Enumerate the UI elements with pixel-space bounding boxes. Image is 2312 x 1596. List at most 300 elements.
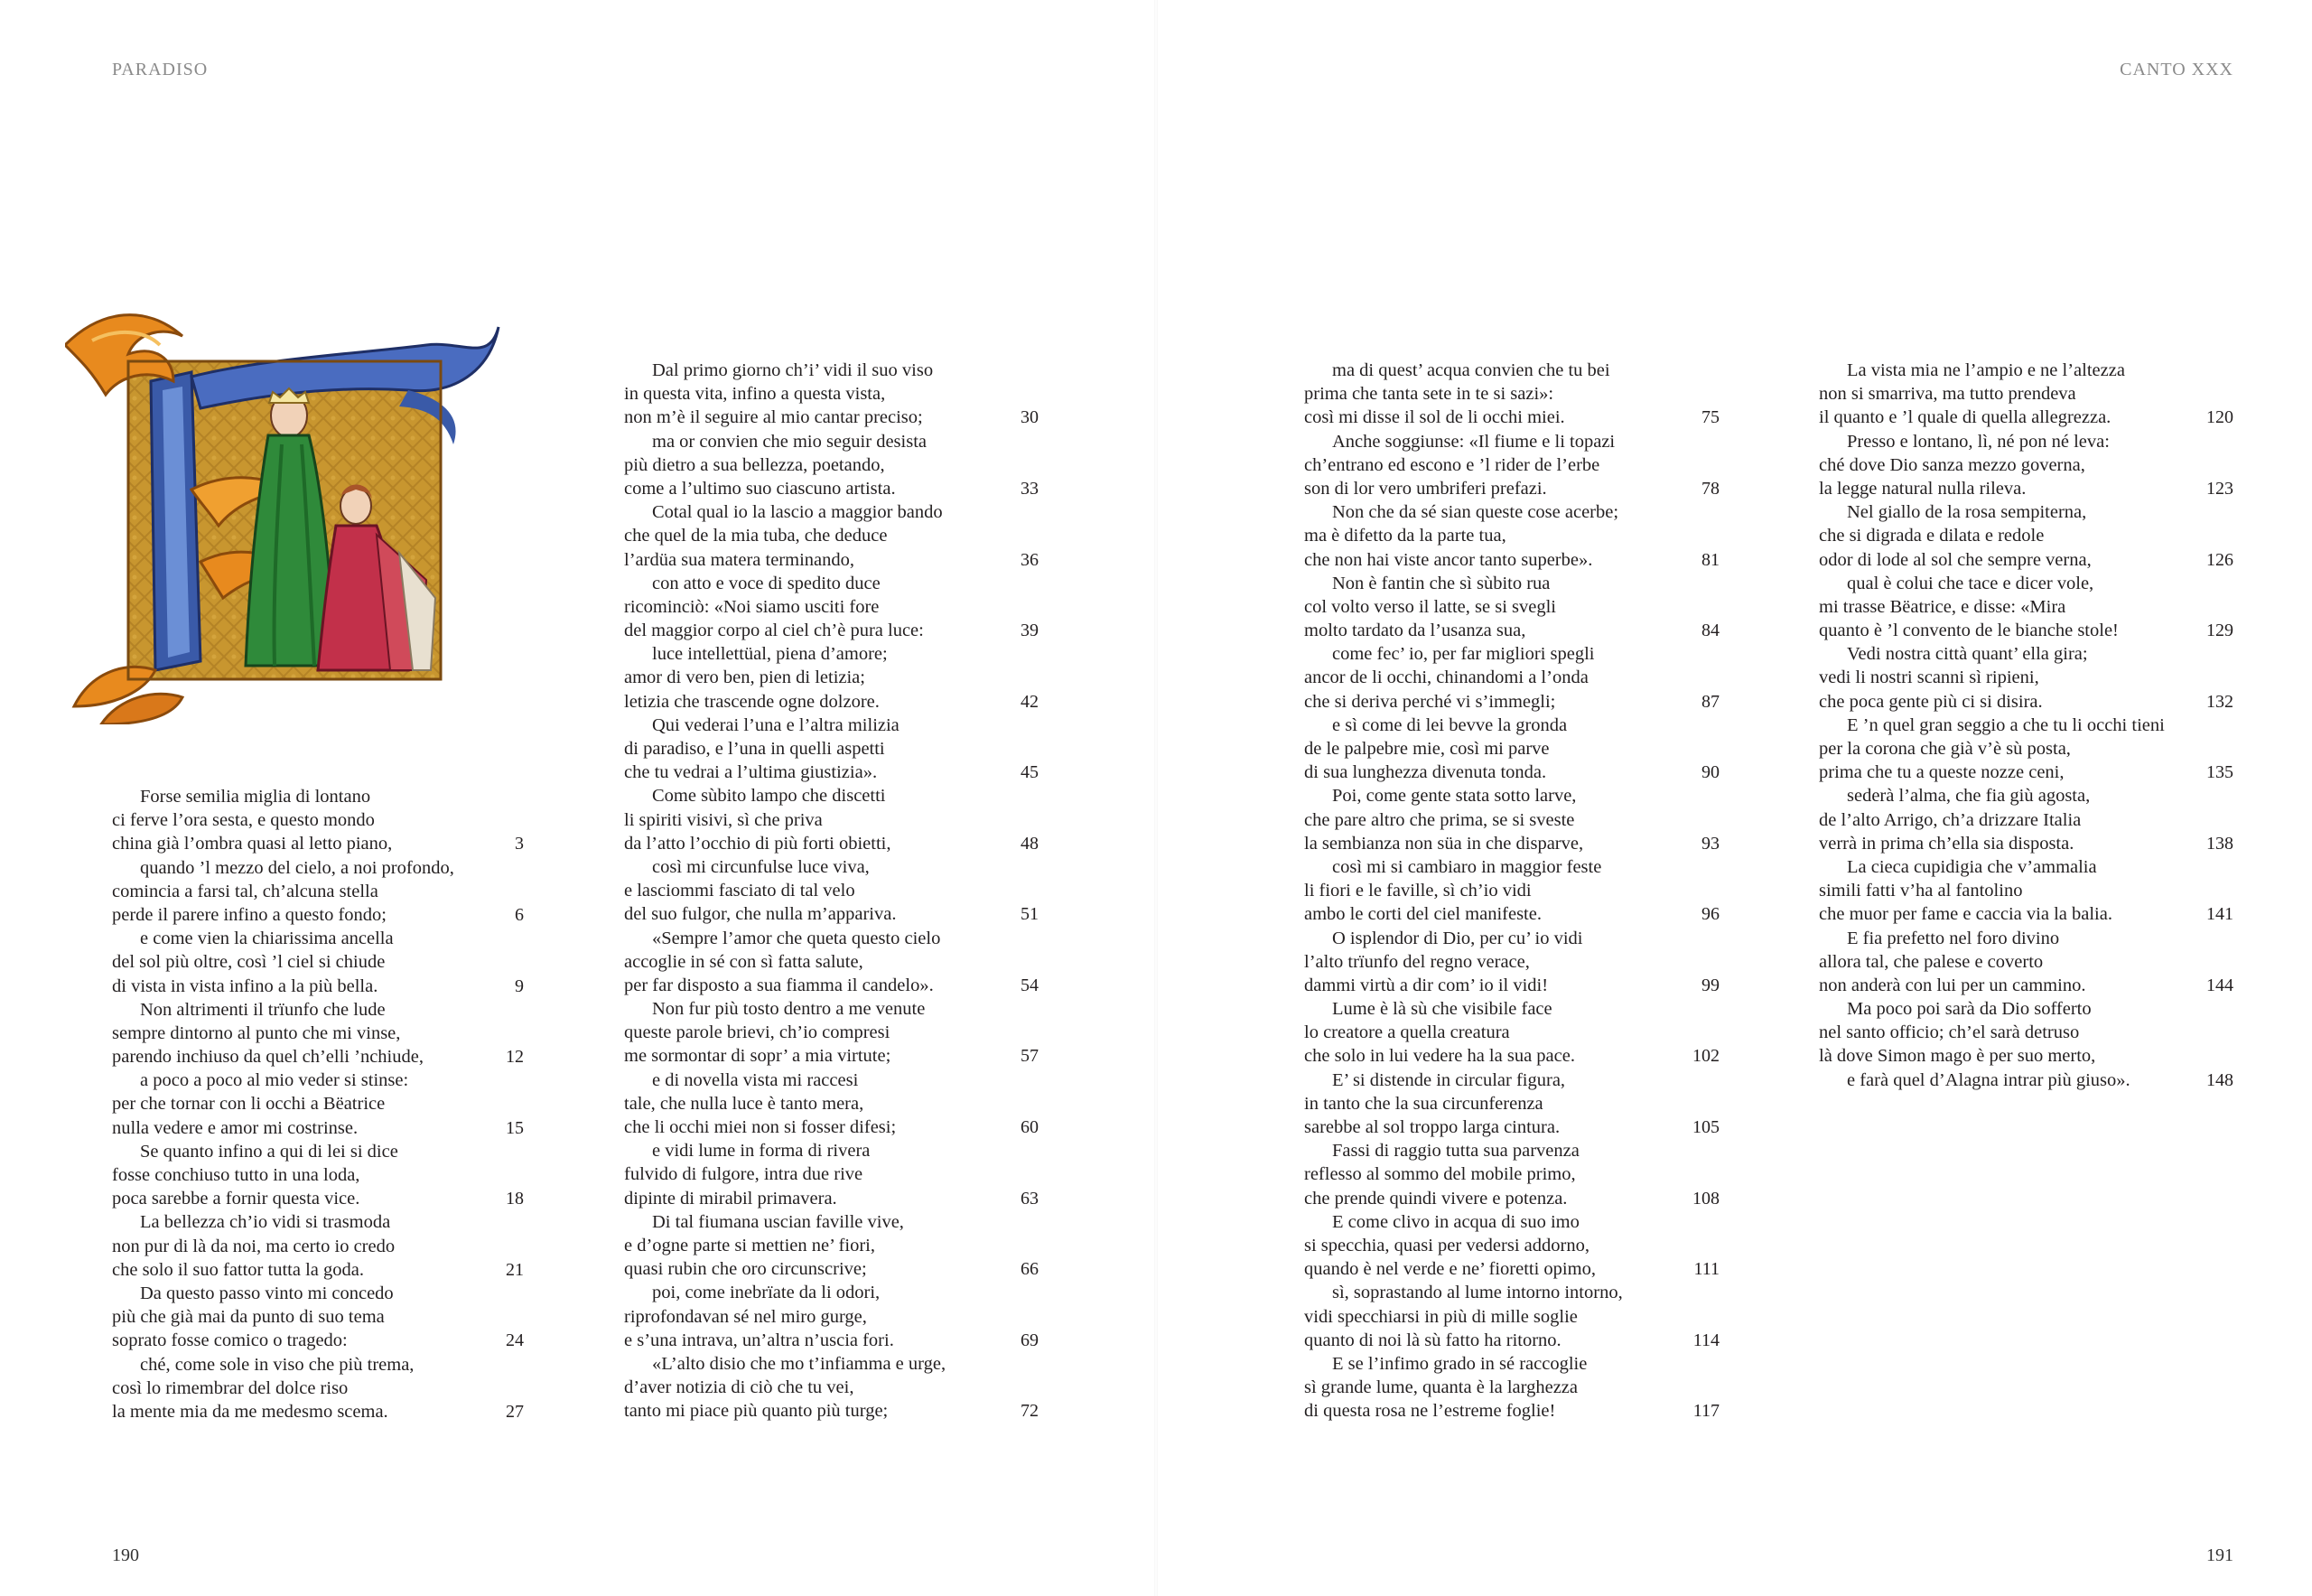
verse-text: Da questo passo vinto mi concedo <box>140 1283 394 1303</box>
verse-text: che tu vedrai a l’ultima giustizia». <box>624 762 878 783</box>
verse-text: prima che tanta sete in te si sazi»: <box>1304 384 1554 405</box>
verse-line <box>1819 382 2233 406</box>
verse-line <box>112 950 524 974</box>
verse-text: ma or convien che mio seguir desista <box>652 431 927 452</box>
verse-text: tanto mi piace più quanto più turge; <box>624 1401 889 1422</box>
line-number: 72 <box>1021 1401 1039 1422</box>
verse-text: mi trasse Bëatrice, e disse: «Mira <box>1819 596 2066 617</box>
verse-line <box>112 856 524 880</box>
verse-text: quando è nel verde e ne’ fioretti opimo, <box>1304 1259 1596 1280</box>
verse-line <box>624 1234 1039 1257</box>
verse-text: odor di lode al sol che sempre verna, <box>1819 549 2092 570</box>
verse-text: come a l’ultimo suo ciascuno artista. <box>624 478 896 499</box>
line-number: 63 <box>1021 1188 1039 1209</box>
verse-line <box>624 950 1039 974</box>
line-number: 81 <box>1701 549 1720 570</box>
verse-line <box>1304 902 1720 926</box>
line-number: 48 <box>1021 833 1039 854</box>
verse-text: di paradiso, e l’una in quelli aspetti <box>624 739 885 759</box>
line-number: 144 <box>2206 975 2233 995</box>
verse-text: vidi specchiarsi in più di mille soglie <box>1304 1306 1578 1327</box>
verse-line <box>112 785 524 808</box>
verse-line <box>624 808 1039 832</box>
verse-text: dipinte di mirabil primavera. <box>624 1188 837 1209</box>
verse-line <box>1304 1399 1720 1423</box>
verse-line <box>1304 359 1720 382</box>
verse-text: allora tal, che palese e coverto <box>1819 951 2044 972</box>
verse-text: reflesso al sommo del mobile primo, <box>1304 1164 1576 1185</box>
verse-line <box>624 1092 1039 1115</box>
verse-text: la sembianza non süa in che disparve, <box>1304 833 1584 854</box>
verse-text: Vedi nostra città quant’ ella gira; <box>1847 644 2088 665</box>
verse-line <box>112 1045 524 1069</box>
verse-line <box>1819 997 2233 1021</box>
verse-line <box>1819 832 2233 855</box>
verse-text: la legge natural nulla rileva. <box>1819 478 2027 499</box>
verse-line <box>1304 524 1720 547</box>
verse-line <box>1819 548 2233 572</box>
verse-line <box>1819 808 2233 832</box>
verse-text: fosse conchiuso tutto in una loda, <box>112 1165 360 1185</box>
verse-line <box>624 453 1039 477</box>
verse-line <box>624 974 1039 997</box>
verse-line <box>624 879 1039 902</box>
verse-text: ché, come sole in viso che più trema, <box>140 1354 415 1375</box>
verse-text: Presso e lontano, lì, né pon né leva: <box>1847 431 2110 452</box>
verse-text: là dove Simon mago è per suo merto, <box>1819 1046 2096 1067</box>
line-number: 123 <box>2206 478 2233 499</box>
line-number: 108 <box>1692 1188 1720 1209</box>
verse-line <box>112 808 524 832</box>
verse-line <box>624 1305 1039 1329</box>
verse-line <box>624 524 1039 547</box>
verse-line <box>1304 1187 1720 1210</box>
verse-text: quasi rubin che oro circunscrive; <box>624 1259 867 1280</box>
illuminated-initial-miniature <box>65 309 527 724</box>
verse-text: e vidi lume in forma di rivera <box>652 1141 871 1162</box>
verse-line <box>112 1069 524 1092</box>
verse-text: ché dove Dio sanza mezzo governa, <box>1819 454 2085 475</box>
verse-line <box>1304 453 1720 477</box>
line-number: 15 <box>506 1117 524 1138</box>
verse-line <box>624 1329 1039 1352</box>
line-number: 27 <box>506 1401 524 1422</box>
verse-text: E’ si distende in circular figura, <box>1332 1069 1566 1090</box>
verse-line <box>624 619 1039 642</box>
verse-line <box>1819 477 2233 500</box>
verse-text: La vista mia ne l’ampio e ne l’altezza <box>1847 360 2125 380</box>
verse-text: sì, soprastando al lume intorno intorno, <box>1332 1283 1623 1303</box>
verse-line <box>1819 855 2233 879</box>
verse-line <box>624 855 1039 879</box>
verse-text: Se quanto infino a qui di lei si dice <box>140 1141 398 1162</box>
verse-line <box>1304 1021 1720 1044</box>
verse-line <box>1819 406 2233 429</box>
verse-text: così mi si cambiaro in maggior feste <box>1332 856 1602 877</box>
line-number: 3 <box>515 834 524 854</box>
verse-text: china già l’ombra quasi al letto piano, <box>112 834 393 854</box>
line-number: 148 <box>2206 1069 2233 1090</box>
verse-text: O isplendor di Dio, per cu’ io vidi <box>1332 928 1583 948</box>
verse-line <box>1304 1305 1720 1329</box>
verse-line <box>112 1400 524 1423</box>
verse-text: Fassi di raggio tutta sua parvenza <box>1332 1141 1580 1162</box>
verse-line <box>112 880 524 903</box>
verse-text: e sì come di lei bevve la gronda <box>1332 714 1568 735</box>
verse-text: vedi li nostri scanni sì ripieni, <box>1819 667 2039 688</box>
verse-text: ch’entrano ed escono e ’l rider de l’erbe <box>1304 454 1600 475</box>
verse-line <box>624 1376 1039 1399</box>
running-head-left: PARADISO <box>112 60 209 79</box>
verse-text: accoglie in sé con sì fatta salute, <box>624 951 863 972</box>
verse-line <box>1304 382 1720 406</box>
verse-text: parendo inchiuso da quel ch’elli ’nchiude, <box>112 1047 424 1068</box>
verse-text: che muor per fame e caccia via la balia. <box>1819 904 2112 925</box>
verse-text: sì grande lume, quanta è la larghezza <box>1304 1377 1578 1398</box>
verse-line <box>1304 1234 1720 1257</box>
verse-line <box>1819 453 2233 477</box>
verse-line <box>1819 1021 2233 1044</box>
verse-line <box>1304 572 1720 595</box>
verse-line <box>112 1353 524 1377</box>
verse-line <box>112 1258 524 1282</box>
verse-text: per che tornar con li occhi a Bëatrice <box>112 1094 386 1115</box>
verse-text: per la corona che già v’è sù posta, <box>1819 739 2071 759</box>
verse-text: che pare altro che prima, se si sveste <box>1304 809 1575 830</box>
verse-line <box>112 1377 524 1400</box>
verse-line <box>624 1281 1039 1304</box>
verse-text: più dietro a sua bellezza, poetando, <box>624 454 885 475</box>
verse-text: li spiriti visivi, sì che priva <box>624 809 823 830</box>
verse-text: del suo fulgor, che nulla m’appariva. <box>624 904 897 925</box>
verse-text: e farà quel d’Alagna intrar più giuso». <box>1847 1069 2130 1090</box>
verse-line <box>112 1140 524 1163</box>
verse-text: del sol più oltre, così ’l ciel si chiude <box>112 952 386 973</box>
verse-line <box>112 1210 524 1234</box>
verse-text: qual è colui che tace e dicer vole, <box>1847 573 2094 593</box>
verse-line <box>1304 950 1720 974</box>
verse-line <box>1304 666 1720 689</box>
verse-line <box>1304 832 1720 855</box>
verse-text: e come vien la chiarissima ancella <box>140 929 394 949</box>
line-number: 36 <box>1021 549 1039 570</box>
verse-line <box>112 1305 524 1329</box>
verse-text: Non fur più tosto dentro a me venute <box>652 999 926 1020</box>
verse-column-1 <box>112 785 524 1423</box>
verse-text: con atto e voce di spedito duce <box>652 573 881 593</box>
verse-text: nulla vedere e amor mi costrinse. <box>112 1117 359 1138</box>
verse-line <box>1819 737 2233 761</box>
verse-text: de l’alto Arrigo, ch’a drizzare Italia <box>1819 809 2082 830</box>
verse-line <box>1304 1162 1720 1186</box>
verse-text: fulvido di fulgore, intra due rive <box>624 1164 863 1185</box>
verse-line <box>624 572 1039 595</box>
verse-line <box>624 1044 1039 1068</box>
verse-line <box>1304 1257 1720 1281</box>
verse-column-2 <box>624 359 1039 1423</box>
verse-line <box>624 927 1039 950</box>
verse-line <box>624 359 1039 382</box>
verse-text: verrà in prima ch’ella sia disposta. <box>1819 833 2074 854</box>
verse-text: soprato fosse comico o tragedo: <box>112 1330 348 1351</box>
verse-column-3 <box>1304 359 1720 1423</box>
verse-line <box>1819 1069 2233 1092</box>
verse-text: «L’alto disio che mo t’infiamma e urge, <box>652 1353 946 1374</box>
verse-text: e lasciommi fasciato di tal velo <box>624 881 855 901</box>
verse-text: La bellezza ch’io vidi si trasmoda <box>140 1212 391 1233</box>
verse-line <box>624 997 1039 1021</box>
verse-text: Di tal fiumana uscian faville vive, <box>652 1211 904 1232</box>
verse-line <box>1304 1329 1720 1352</box>
verse-text: Come sùbito lampo che discetti <box>652 786 886 807</box>
verse-line <box>1304 690 1720 714</box>
line-number: 51 <box>1021 904 1039 925</box>
line-number: 84 <box>1701 621 1720 641</box>
verse-text: non anderà con lui per un cammino. <box>1819 975 2086 995</box>
verse-line <box>1819 500 2233 524</box>
verse-text: La cieca cupidigia che v’ammalia <box>1847 856 2097 877</box>
verse-text: l’alto trïunfo del regno verace, <box>1304 951 1530 972</box>
line-number: 18 <box>506 1189 524 1209</box>
verse-text: per far disposto a sua fiamma il candelo». <box>624 975 934 995</box>
verse-line <box>1304 477 1720 500</box>
verse-text: quando ’l mezzo del cielo, a noi profondo, <box>140 857 454 878</box>
line-number: 129 <box>2206 621 2233 641</box>
line-number: 33 <box>1021 478 1039 499</box>
verse-line <box>624 1115 1039 1139</box>
verse-text: perde il parere infino a questo fondo; <box>112 904 387 925</box>
verse-line <box>1819 524 2233 547</box>
line-number: 9 <box>515 975 524 996</box>
verse-text: luce intellettüal, piena d’amore; <box>652 644 888 665</box>
verse-line <box>624 761 1039 784</box>
verse-line <box>1819 690 2233 714</box>
verse-line <box>624 690 1039 714</box>
verse-text: Poi, come gente stata sotto larve, <box>1332 786 1577 807</box>
verse-text: prima che tu a queste nozze ceni, <box>1819 762 2065 783</box>
verse-line <box>1819 714 2233 737</box>
page-number-right: 191 <box>2206 1545 2233 1565</box>
line-number: 96 <box>1701 904 1720 925</box>
verse-text: son di lor vero umbriferi prefazi. <box>1304 478 1547 499</box>
verse-text: così lo rimembrar del dolce riso <box>112 1377 349 1398</box>
verse-line <box>624 1139 1039 1162</box>
verse-line <box>1819 359 2233 382</box>
line-number: 57 <box>1021 1046 1039 1067</box>
verse-line <box>1304 997 1720 1021</box>
verse-line <box>112 1329 524 1352</box>
verse-line <box>1304 1376 1720 1399</box>
verse-text: ma è difetto da la parte tua, <box>1304 526 1506 546</box>
verse-line <box>1819 595 2233 619</box>
verse-line <box>624 1187 1039 1210</box>
line-number: 141 <box>2206 904 2233 925</box>
verse-text: sederà l’alma, che fia giù agosta, <box>1847 786 2091 807</box>
running-head-right: CANTO XXX <box>2120 60 2233 79</box>
verse-line <box>1304 500 1720 524</box>
verse-line <box>1819 902 2233 926</box>
verse-line <box>624 1069 1039 1092</box>
verse-line <box>1304 974 1720 997</box>
verse-line <box>624 737 1039 761</box>
line-number: 99 <box>1701 975 1720 995</box>
verse-column-4 <box>1819 359 2233 1092</box>
line-number: 69 <box>1021 1330 1039 1350</box>
verse-text: che si digrada e dilata e redole <box>1819 526 2045 546</box>
verse-text: la mente mia da me medesmo scema. <box>112 1401 388 1422</box>
verse-text: ambo le corti del ciel manifeste. <box>1304 904 1542 925</box>
verse-line <box>112 1235 524 1258</box>
verse-text: in questa vita, infino a questa vista, <box>624 384 886 405</box>
verse-line <box>624 1210 1039 1234</box>
verse-text: quanto è ’l convento de le bianche stole! <box>1819 621 2119 641</box>
verse-text: E ’n quel gran seggio a che tu li occhi tieni <box>1847 714 2165 735</box>
verse-text: e s’una intrava, un’altra n’uscia fori. <box>624 1330 894 1350</box>
verse-text: amor di vero ben, pien di letizia; <box>624 667 865 688</box>
verse-text: d’aver notizia di ciò che tu vei, <box>624 1377 854 1398</box>
verse-text: E se l’infimo grado in sé raccoglie <box>1332 1353 1588 1374</box>
verse-text: Non è fantin che sì sùbito rua <box>1332 573 1551 593</box>
verse-line <box>112 903 524 927</box>
verse-line <box>112 927 524 950</box>
verse-line <box>1304 1069 1720 1092</box>
line-number: 114 <box>1692 1330 1720 1350</box>
verse-text: Non che da sé sian queste cose acerbe; <box>1332 502 1619 523</box>
verse-line <box>624 595 1039 619</box>
line-number: 93 <box>1701 833 1720 854</box>
verse-text: col volto verso il latte, se si svegli <box>1304 596 1556 617</box>
verse-text: Cotal qual io la lascio a maggior bando <box>652 502 943 523</box>
verse-line <box>1304 714 1720 737</box>
verse-text: che solo in lui vedere ha la sua pace. <box>1304 1046 1575 1067</box>
line-number: 21 <box>506 1259 524 1280</box>
verse-text: me sormontar di sopr’ a mia virtute; <box>624 1046 891 1067</box>
line-number: 138 <box>2206 833 2233 854</box>
verse-text: Dal primo giorno ch’i’ vidi il suo viso <box>652 360 934 380</box>
verse-text: Anche soggiunse: «Il fiume e li topazi <box>1332 431 1616 452</box>
verse-text: non si smarriva, ma tutto prendeva <box>1819 384 2076 405</box>
verse-line <box>624 1257 1039 1281</box>
line-number: 60 <box>1021 1117 1039 1137</box>
verse-text: sempre dintorno al punto che mi vinse, <box>112 1022 401 1043</box>
verse-text: ancor de li occhi, chinandomi a l’onda <box>1304 667 1589 688</box>
verse-line <box>1819 879 2233 902</box>
verse-text: che prende quindi vivere e potenza. <box>1304 1188 1568 1209</box>
verse-text: «Sempre l’amor che queta questo cielo <box>652 928 941 948</box>
verse-text: come fec’ io, per far migliori spegli <box>1332 644 1595 665</box>
verse-text: in tanto che la sua circunferenza <box>1304 1093 1543 1114</box>
verse-line <box>624 548 1039 572</box>
verse-line <box>624 1021 1039 1044</box>
verse-line <box>112 1092 524 1115</box>
verse-line <box>1819 784 2233 807</box>
line-number: 39 <box>1021 621 1039 641</box>
line-number: 135 <box>2206 762 2233 783</box>
verse-text: poi, come inebrïate da li odori, <box>652 1283 881 1303</box>
verse-text: più che già mai da punto di suo tema <box>112 1307 385 1328</box>
line-number: 24 <box>506 1330 524 1351</box>
verse-line <box>624 666 1039 689</box>
verse-text: che solo il suo fattor tutta la goda. <box>112 1259 364 1280</box>
line-number: 6 <box>515 904 524 925</box>
verse-text: riprofondavan sé nel miro gurge, <box>624 1306 867 1327</box>
verse-line <box>624 1352 1039 1376</box>
verse-text: non m’è il seguire al mio cantar preciso; <box>624 407 923 428</box>
line-number: 132 <box>2206 691 2233 712</box>
line-number: 78 <box>1701 478 1720 499</box>
verse-text: così mi disse il sol de li occhi miei. <box>1304 407 1565 428</box>
verse-text: ma di quest’ acqua convien che tu bei <box>1332 360 1610 380</box>
verse-text: letizia che trascende ogne dolzore. <box>624 691 880 712</box>
verse-text: Lume è là sù che visibile face <box>1332 999 1552 1020</box>
verse-text: che quel de la mia tuba, che deduce <box>624 526 888 546</box>
line-number: 12 <box>506 1047 524 1068</box>
verse-text: sarebbe al sol troppo larga cintura. <box>1304 1117 1561 1137</box>
verse-text: simili fatti v’ha al fantolino <box>1819 881 2023 901</box>
verse-line <box>112 998 524 1022</box>
verse-line <box>1819 642 2233 666</box>
verse-text: dammi virtù a dir com’ io il vidi! <box>1304 975 1549 995</box>
verse-text: che non hai viste ancor tanto superbe». <box>1304 549 1593 570</box>
line-number: 54 <box>1021 975 1039 995</box>
verse-line <box>112 1163 524 1187</box>
verse-text: che si deriva perché vi s’immegli; <box>1304 691 1556 712</box>
verse-line <box>112 975 524 998</box>
verse-line <box>624 902 1039 926</box>
verse-text: ci ferve l’ora sesta, e questo mondo <box>112 810 375 831</box>
verse-line <box>624 1399 1039 1423</box>
verse-text: poca sarebbe a fornir questa vice. <box>112 1189 360 1209</box>
verse-line <box>1304 1044 1720 1068</box>
verse-line <box>1304 784 1720 807</box>
verse-text: di questa rosa ne l’estreme foglie! <box>1304 1401 1556 1422</box>
verse-text: quanto di noi là sù fatto ha ritorno. <box>1304 1330 1562 1350</box>
verse-line <box>1304 430 1720 453</box>
verse-line <box>1819 572 2233 595</box>
line-number: 105 <box>1692 1117 1720 1137</box>
line-number: 66 <box>1021 1259 1039 1280</box>
verse-line <box>1304 879 1720 902</box>
verse-text: a poco a poco al mio veder si stinse: <box>140 1070 409 1091</box>
line-number: 87 <box>1701 691 1720 712</box>
verse-line <box>1304 737 1720 761</box>
verse-line <box>1304 1352 1720 1376</box>
verse-text: Nel giallo de la rosa sempiterna, <box>1847 502 2087 523</box>
verse-text: ricominciò: «Noi siamo usciti fore <box>624 596 880 617</box>
verse-line <box>1304 1281 1720 1304</box>
verse-line <box>624 714 1039 737</box>
verse-line <box>1304 761 1720 784</box>
verse-line <box>1304 548 1720 572</box>
verse-line <box>1819 761 2233 784</box>
verse-text: tale, che nulla luce è tanto mera, <box>624 1093 864 1114</box>
line-number: 75 <box>1701 407 1720 428</box>
verse-text: de le palpebre mie, così mi parve <box>1304 739 1550 759</box>
verse-text: che li occhi miei non si fosser difesi; <box>624 1117 897 1137</box>
verse-line <box>624 500 1039 524</box>
verse-line <box>112 1187 524 1210</box>
verse-line <box>1819 950 2233 974</box>
verse-line <box>1304 808 1720 832</box>
verse-line <box>1304 406 1720 429</box>
verse-text: Forse semilia miglia di lontano <box>140 787 371 807</box>
verse-line <box>112 1282 524 1305</box>
verse-text: Non altrimenti il trïunfo che lude <box>140 999 386 1020</box>
verse-text: e d’ogne parte si mettien ne’ fiori, <box>624 1235 875 1255</box>
verse-text: non pur di là da noi, ma certo io credo <box>112 1236 396 1256</box>
verse-line <box>624 430 1039 453</box>
verse-text: così mi circunfulse luce viva, <box>652 856 870 877</box>
